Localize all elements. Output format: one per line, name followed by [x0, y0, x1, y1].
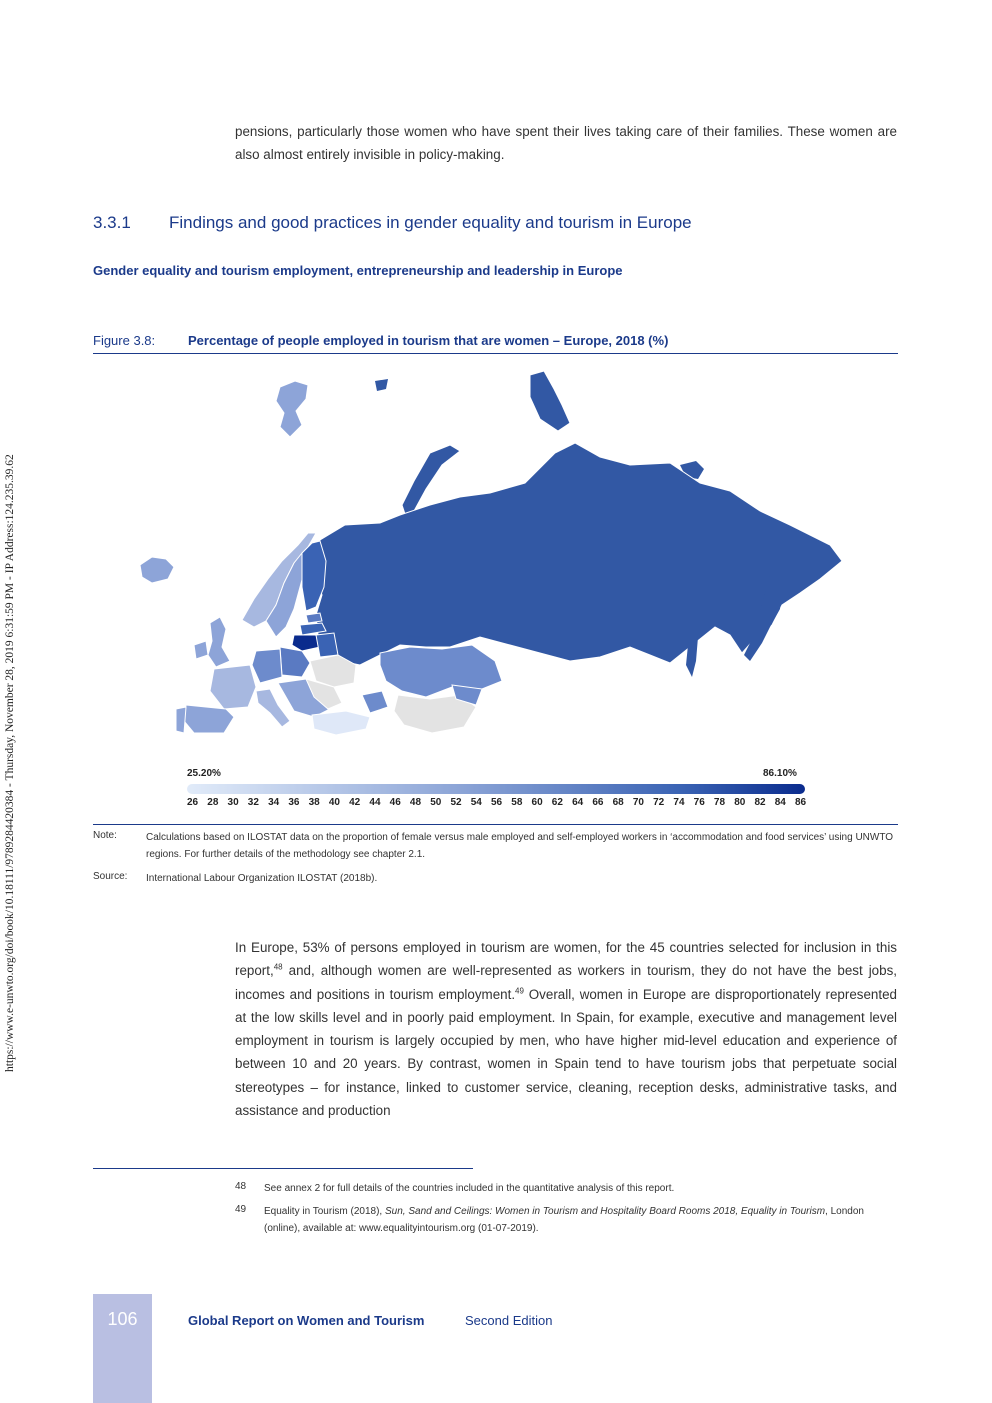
legend-tick-label: 56	[491, 797, 503, 808]
footer-edition: Second Edition	[465, 1313, 553, 1328]
map-region-svalbard	[276, 381, 308, 437]
map-region-ireland	[194, 641, 208, 659]
legend-tick-label: 46	[389, 797, 401, 808]
map-region-poland	[280, 647, 310, 677]
figure-title: Percentage of people employed in tourism that are women – Europe, 2018 (%)	[188, 333, 669, 348]
legend-tick-label: 84	[774, 797, 786, 808]
legend-tick-label: 60	[531, 797, 543, 808]
map-region-uk	[208, 617, 230, 667]
legend-tick-label: 86	[795, 797, 807, 808]
legend-tick-label: 54	[470, 797, 482, 808]
legend-tick-label: 44	[369, 797, 381, 808]
map-region-belarus	[316, 633, 338, 657]
footer-title: Global Report on Women and Tourism	[188, 1313, 425, 1328]
section-title: Findings and good practices in gender equality and tourism in Europe	[169, 213, 692, 232]
footnote-text	[264, 1203, 884, 1237]
section-heading	[93, 213, 692, 233]
footnote-text: See annex 2 for full details of the countries included in the quantitative analysis of this report.	[264, 1183, 675, 1194]
legend-tick-label: 68	[612, 797, 624, 808]
legend-tick-label: 48	[409, 797, 422, 808]
note-text: Calculations based on ILOSTAT data on the proportion of female versus male employed and self-employed workers in ‘accommodation and food services’ using UNWTO regions. For further details of the methodology see chapter 2.1.	[146, 832, 894, 860]
legend-tick-label: 50	[430, 797, 442, 808]
footnote-ref-48[interactable]: 48	[273, 962, 283, 972]
note-divider	[93, 824, 898, 825]
legend-tick-label: 36	[288, 797, 300, 808]
legend-tick-label: 78	[713, 797, 726, 808]
map-region-germany	[252, 649, 282, 683]
legend-tick-label: 40	[328, 797, 340, 808]
legend-tick-label: 28	[207, 797, 219, 808]
legend-color-bar	[187, 784, 805, 794]
legend-tick-label: 64	[572, 797, 584, 808]
legend-tick-label: 26	[187, 797, 199, 808]
legend-tick-label: 74	[673, 797, 685, 808]
legend-tick-label: 38	[308, 797, 320, 808]
legend-tick-label: 32	[247, 797, 259, 808]
page-number: 106	[107, 1309, 138, 1329]
map-region-caucasus	[362, 691, 388, 713]
map-region-estonia	[306, 613, 322, 623]
footnote-italic: Sun, Sand and Ceilings: Women in Tourism and Hospitality Board Rooms 2018, Equality in Tourism	[384, 1206, 826, 1217]
map-region-franz-josef	[375, 379, 388, 391]
map-region-france	[210, 665, 256, 709]
legend-tick-label: 66	[592, 797, 604, 808]
legend-tick-label: 76	[693, 797, 705, 808]
legend-tick-label: 72	[653, 797, 665, 808]
legend-tick-label: 82	[754, 797, 766, 808]
map-region-severnaya	[530, 371, 570, 431]
section-number: 3.3.1	[93, 213, 131, 232]
map-region-iceland	[140, 557, 174, 583]
source-label: Source:	[93, 871, 128, 882]
map-region-kazakhstan	[380, 645, 502, 697]
download-stamp: https://www.e-unwto.org/doi/book/10.18111/9789284420384 - Thursday, November 28, 2019 6:31:59 PM - IP Address:124.235.39.62	[4, 454, 16, 1072]
map-region-lithuania	[292, 635, 320, 651]
para-text-1: In Europe, 53% of persons employed in tourism are women, for the 45 countries selected for inclusion in this report,	[235, 940, 897, 979]
map-region-spain	[184, 705, 234, 733]
footnote-divider	[93, 1168, 473, 1169]
para-text-2: and, although women are well-represented as workers in tourism, they do not have the best jobs, incomes and positions in tourism employment.	[235, 963, 897, 1002]
body-paragraph	[235, 936, 897, 1122]
legend-tick-label: 70	[632, 797, 644, 808]
para-text-3: Overall, women in Europe are disproportionately represented at the low skills level and in poorly paid employment. In Spain, for example, executive and management level employment in tourism is largely occupied by men, who have higher mid-level education and experience of between 10 and 20 years. By contrast, women in Spain tend to have tourism jobs that perpetuate social stereotypes – for instance, linked to customer service, cleaning, reception desks, administrative tasks, and assistance and production	[235, 986, 897, 1119]
figure-caption	[93, 333, 898, 354]
legend-tick-label: 52	[450, 797, 462, 808]
legend-tick-label: 58	[511, 797, 523, 808]
legend-tick-label: 30	[227, 797, 239, 808]
subheading: Gender equality and tourism employment, entrepreneurship and leadership in Europe	[93, 263, 623, 278]
legend-min-label: 25.20%	[187, 768, 221, 779]
figure-label: Figure 3.8:	[93, 333, 156, 348]
footnote-number: 49	[235, 1204, 247, 1215]
legend-tick-label: 80	[734, 797, 746, 808]
legend-tick-label: 34	[268, 797, 280, 808]
note-label: Note:	[93, 830, 117, 841]
footnote-number: 48	[235, 1181, 247, 1192]
intro-paragraph: pensions, particularly those women who have spent their lives taking care of their families. These women are also almost entirely invisible in policy-making.	[235, 124, 897, 163]
footnote-ref-49[interactable]: 49	[515, 986, 524, 996]
map-region-turkey	[312, 711, 370, 735]
legend-tick-label: 42	[349, 797, 361, 808]
map-region-portugal	[176, 707, 186, 733]
legend-ticks	[187, 797, 807, 811]
legend-tick-label: 62	[551, 797, 563, 808]
footnote-post: , London (online), available at: www.equalityintourism.org (01-07-2019).	[264, 1206, 864, 1234]
footnote-pre: Equality in Tourism (2018),	[264, 1206, 385, 1217]
source-text: International Labour Organization ILOSTAT (2018b).	[146, 873, 378, 884]
legend-max-label: 86.10%	[763, 768, 797, 779]
europe-choropleth-map	[130, 365, 870, 745]
